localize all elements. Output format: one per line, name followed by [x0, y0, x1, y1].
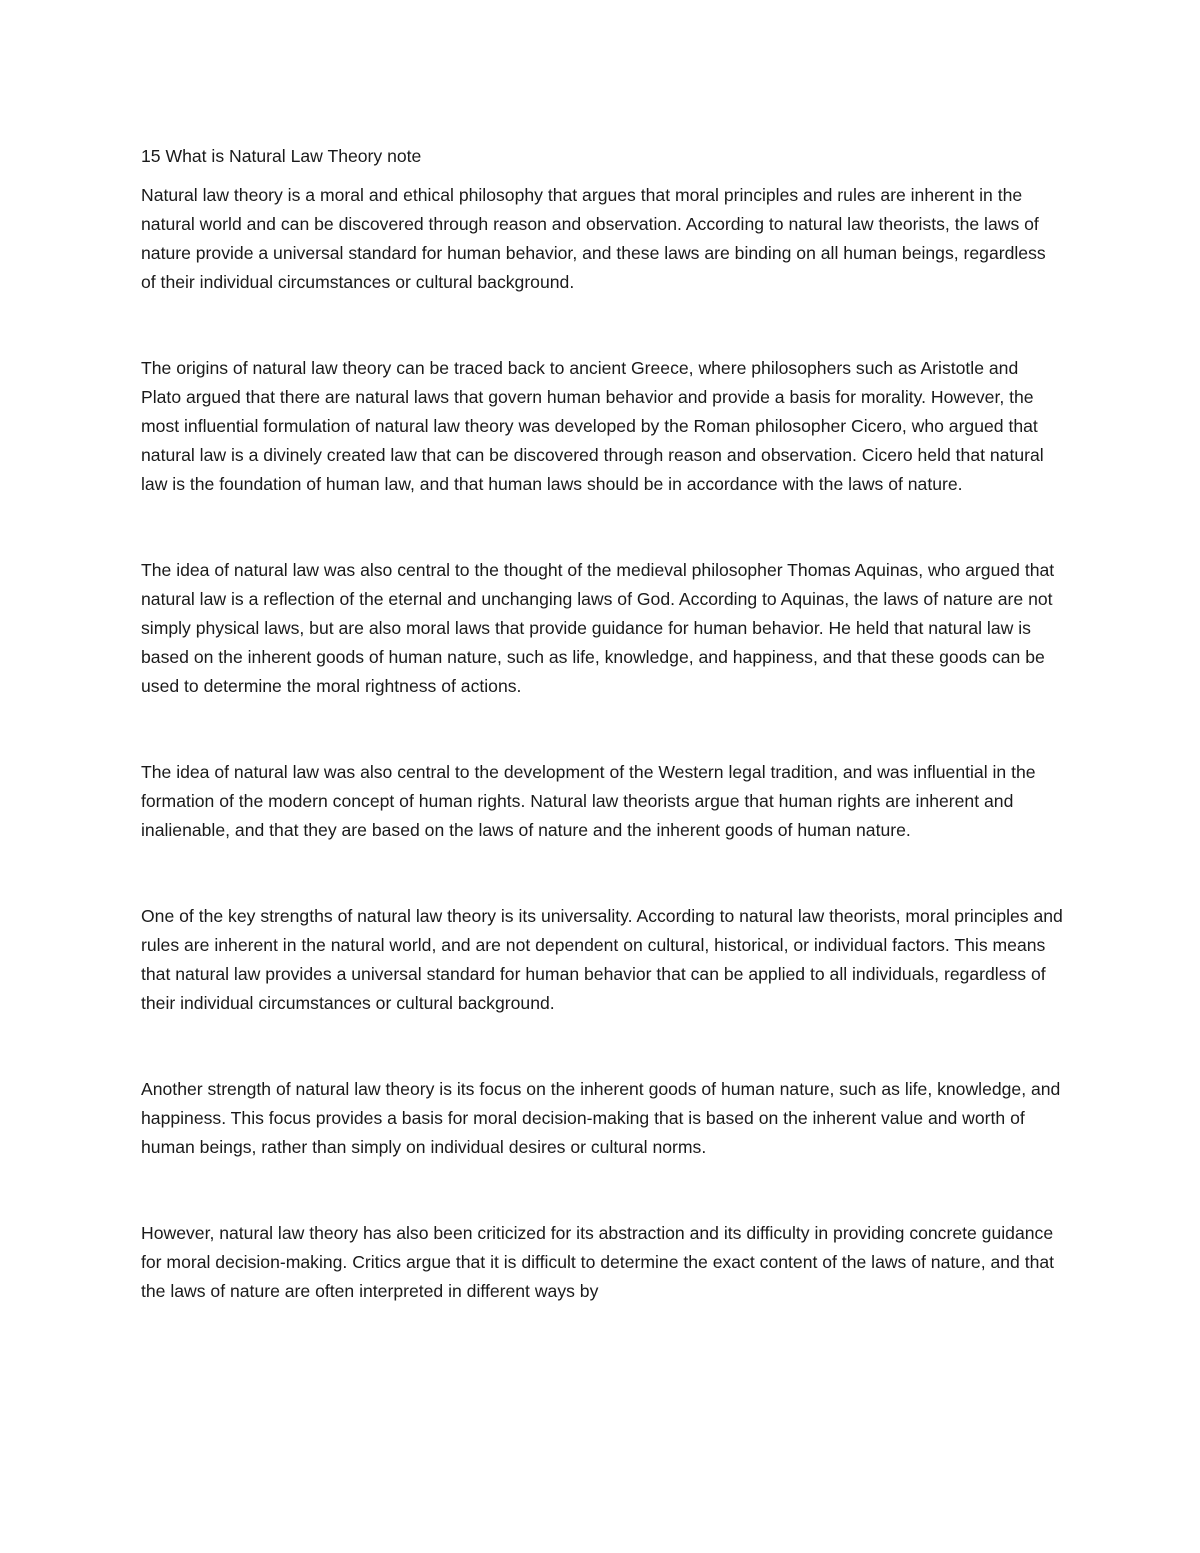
- paragraph-spacer: [141, 1162, 1063, 1219]
- paragraph-spacer: [141, 701, 1063, 758]
- paragraph-spacer: [141, 1018, 1063, 1075]
- document-body: [141, 142, 1063, 1306]
- paragraph-spacer: [141, 297, 1063, 354]
- paragraph-legal-tradition: The idea of natural law was also central to the development of the Western legal tradition, and was influential in the formation of the modern concept of human rights. Natural law theorists argue that human rights are inherent and inalienable, and that they are based on the laws of nature and the inherent goods of human nature.: [141, 762, 1036, 840]
- paragraph-universality: One of the key strengths of natural law theory is its universality. According to natural law theorists, moral principles and rules are inherent in the natural world, and are not dependent on cultural, historical, or individual factors. This means that natural law provides a universal standard for human behavior that can be applied to all individuals, regardless of their individual circumstances or cultural background.: [141, 906, 1063, 1013]
- paragraph-intro: Natural law theory is a moral and ethical philosophy that argues that moral principles and rules are inherent in the natural world and can be discovered through reason and observation. According to natural law theorists, the laws of nature provide a universal standard for human behavior, and these laws are binding on all human beings, regardless of their individual circumstances or cultural background.: [141, 185, 1046, 292]
- paragraph-criticism: However, natural law theory has also been criticized for its abstraction and its difficulty in providing concrete guidance for moral decision-making. Critics argue that it is difficult to determine the exact content of the laws of nature, and that the laws of nature are often interpreted in different ways by: [141, 1223, 1055, 1301]
- document-title: 15 What is Natural Law Theory note: [141, 146, 422, 166]
- paragraph-origins: The origins of natural law theory can be traced back to ancient Greece, where philosophers such as Aristotle and Plato argued that there are natural laws that govern human behavior and provide a basis for morality. However, the most influential formulation of natural law theory was developed by the Roman philosopher Cicero, who argued that natural law is a divinely created law that can be discovered through reason and observation. Cicero held that natural law is the foundation of human law, and that human laws should be in accordance with the laws of nature.: [141, 358, 1044, 494]
- paragraph-inherent-goods: Another strength of natural law theory is its focus on the inherent goods of human nature, such as life, knowledge, and happiness. This focus provides a basis for moral decision-making that is based on the inherent value and worth of human beings, rather than simply on individual desires or cultural norms.: [141, 1079, 1061, 1157]
- paragraph-spacer: [141, 499, 1063, 556]
- paragraph-spacer: [141, 845, 1063, 902]
- paragraph-aquinas: The idea of natural law was also central to the thought of the medieval philosopher Thomas Aquinas, who argued that natural law is a reflection of the eternal and unchanging laws of God. According to Aquinas, the laws of nature are not simply physical laws, but are also moral laws that provide guidance for human behavior. He held that natural law is based on the inherent goods of human nature, such as life, knowledge, and happiness, and that these goods can be used to determine the moral rightness of actions.: [141, 560, 1055, 696]
